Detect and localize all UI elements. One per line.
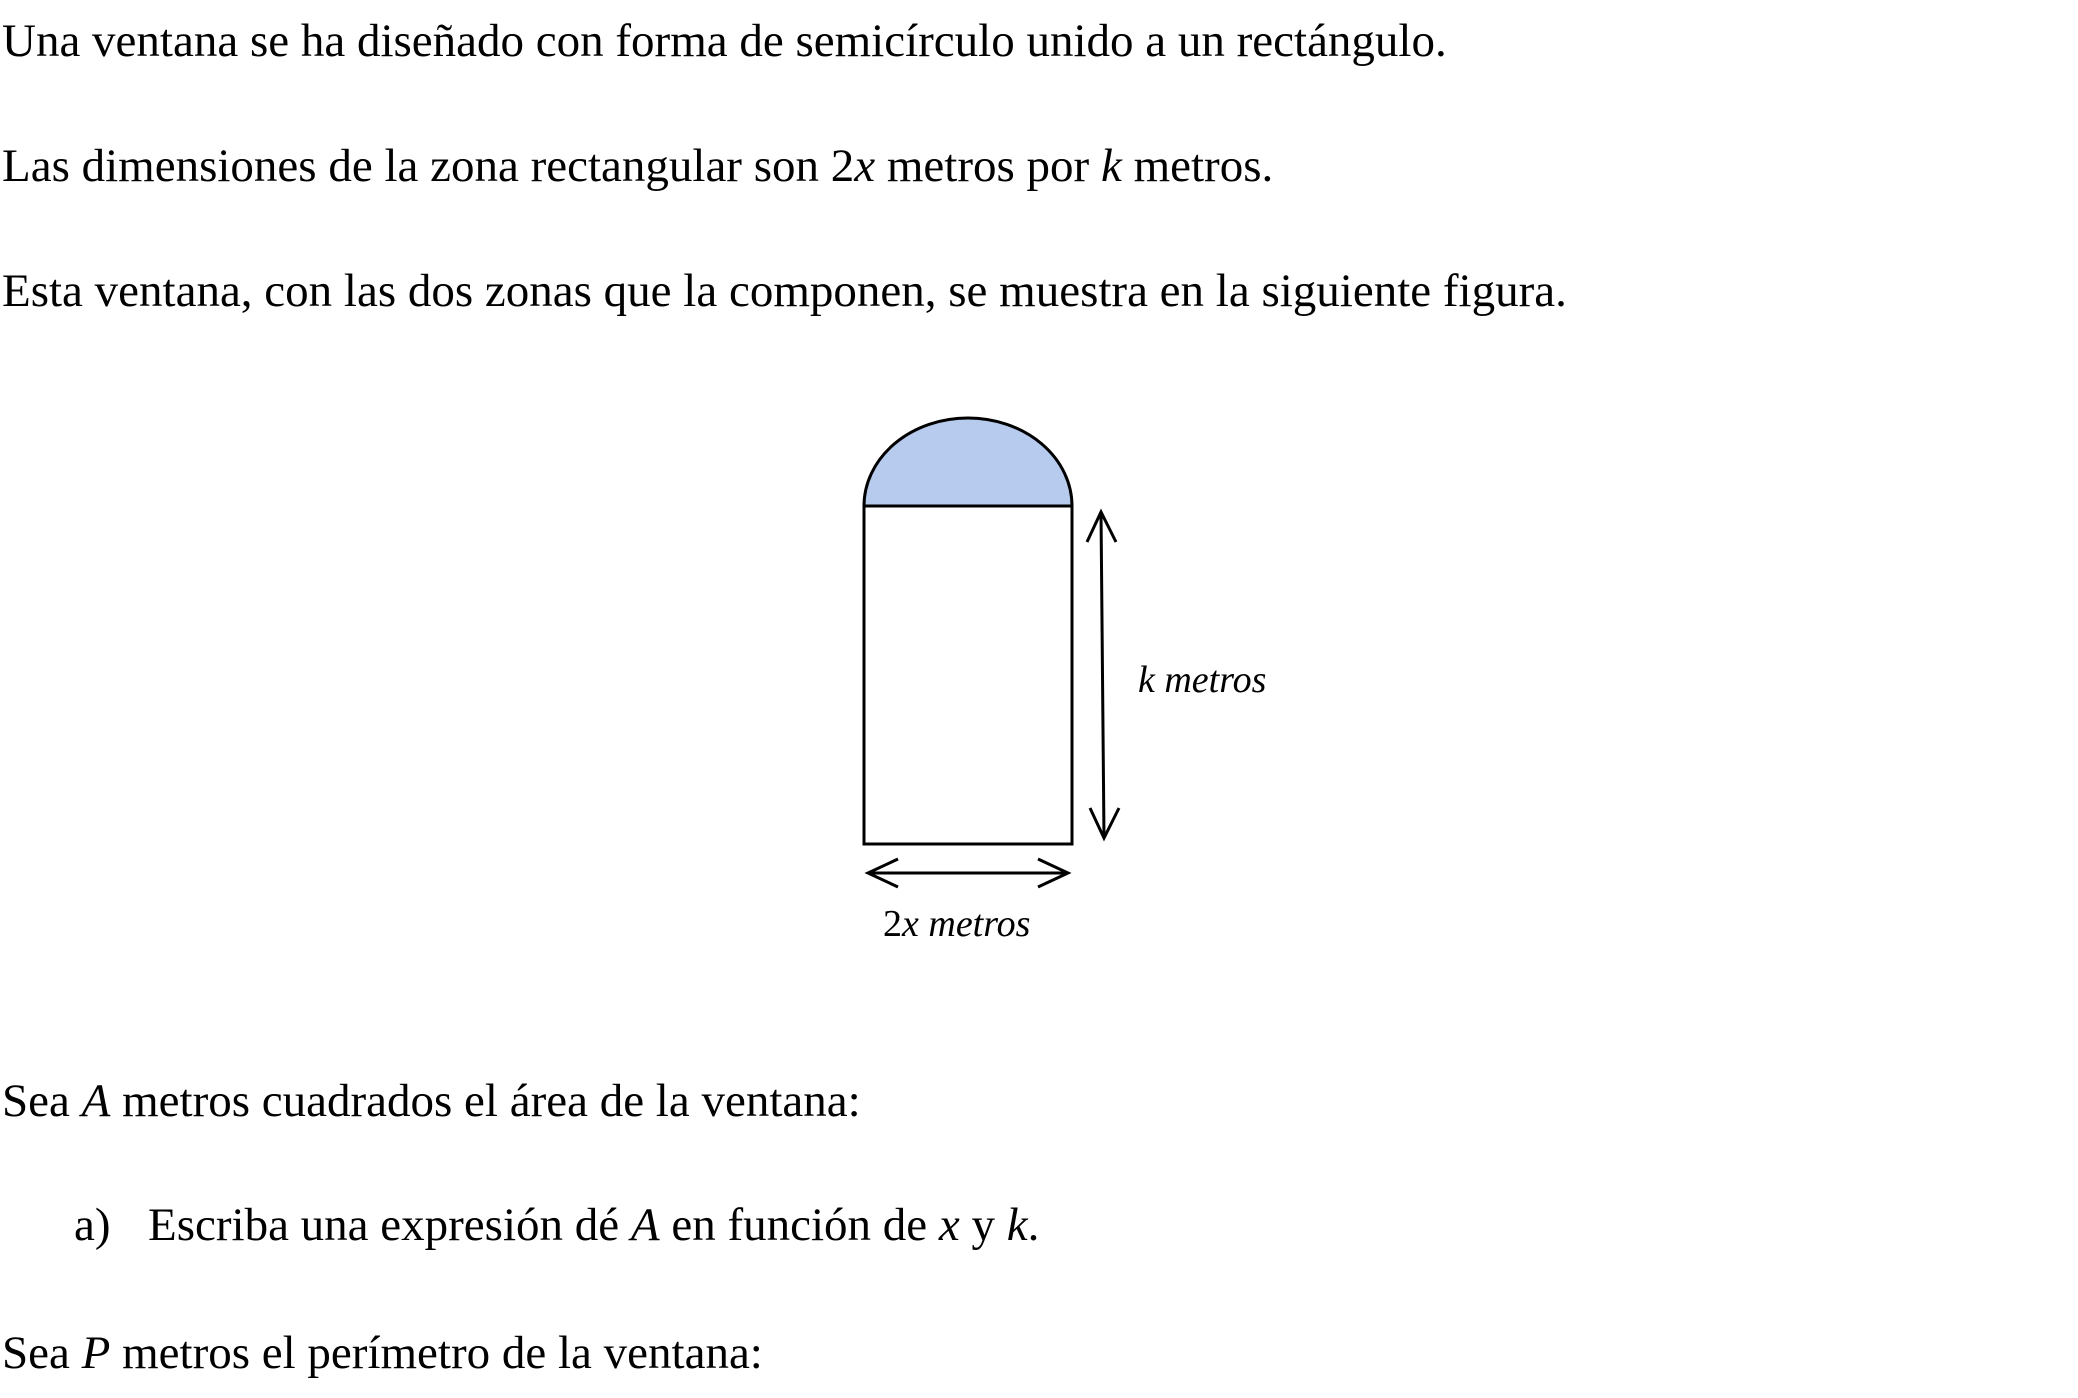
question-a-label: a) [74, 1199, 111, 1251]
question-a-variable-x: x [938, 1199, 960, 1251]
dimensions-text-end: metros. [1121, 140, 1274, 192]
perimeter-definition-text [2, 1327, 763, 1379]
area-definition-text [2, 1075, 861, 1127]
rectangle-region [864, 506, 1072, 844]
variable-p: P [81, 1327, 111, 1379]
question-a-variable-a: A [630, 1199, 660, 1251]
perimeter-definition-start: Sea [2, 1327, 82, 1379]
question-a-text-start: Escriba una expresión dé [148, 1199, 631, 1251]
window-diagram [840, 400, 1340, 960]
figure-intro-text: Esta ventana, con las dos zonas que la componen, se muestra en la siguiente figura. [2, 265, 1567, 317]
height-label: k metros [1138, 659, 1267, 701]
area-definition-end: metros cuadrados el área de la ventana: [110, 1075, 861, 1127]
dimensions-text-start: Las dimensiones de la zona rectangular son 2 [2, 140, 855, 192]
width-label-variable: x [902, 903, 919, 945]
variable-k: k [1100, 140, 1122, 192]
perimeter-definition-end: metros el perímetro de la ventana: [110, 1327, 763, 1379]
width-label [883, 903, 1030, 945]
dimensions-text [2, 140, 1274, 192]
question-a-text-middle: en función de [659, 1199, 939, 1251]
window-figure [840, 400, 1340, 960]
dimensions-text-middle: metros por [875, 140, 1101, 192]
height-arrow [1087, 512, 1119, 838]
width-label-number: 2 [883, 903, 902, 945]
question-a-variable-k: k [1006, 1199, 1028, 1251]
variable-a: A [81, 1075, 111, 1127]
variable-x: x [854, 140, 876, 192]
semicircle-region [864, 418, 1072, 506]
question-a-conjunction: y [959, 1199, 1007, 1251]
width-arrow [868, 859, 1068, 887]
intro-text: Una ventana se ha diseñado con forma de semicírculo unido a un rectángulo. [2, 15, 1447, 67]
question-a [74, 1199, 1040, 1251]
width-label-unit: metros [918, 903, 1031, 945]
question-a-text-end: . [1027, 1199, 1040, 1251]
area-definition-start: Sea [2, 1075, 82, 1127]
